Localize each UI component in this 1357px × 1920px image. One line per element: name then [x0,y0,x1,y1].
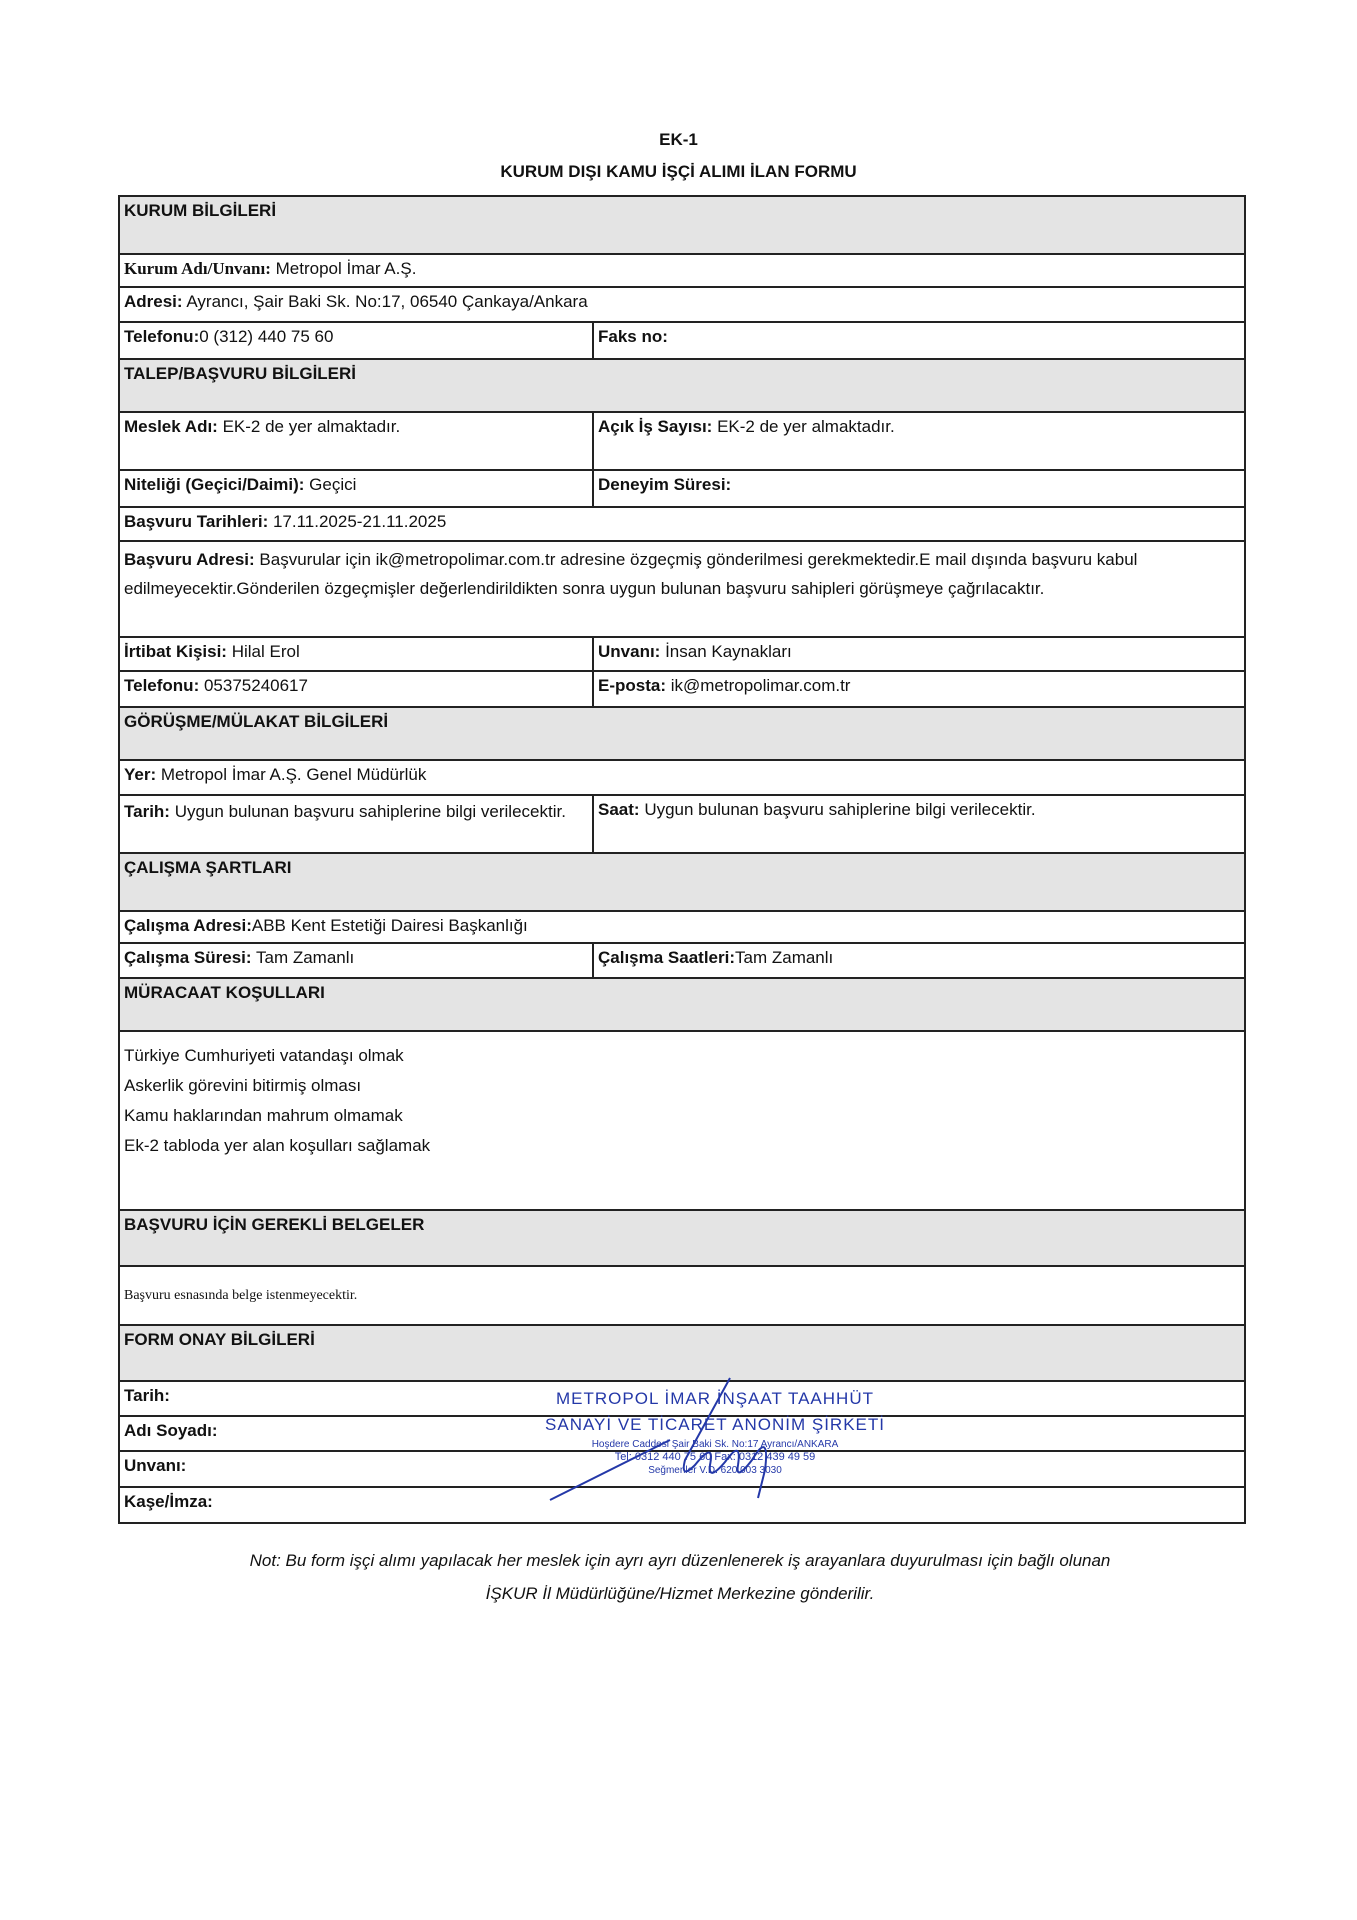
annex-label: EK-1 [659,130,698,149]
field-label: Deneyim Süresi: [598,475,732,494]
field-value: Metropol İmar A.Ş. Genel Müdürlük [160,765,427,784]
stamp-line: METROPOL İMAR İNŞAAT TAAHHÜT [556,1389,874,1408]
field-label: Çalışma Saatleri: [598,948,736,967]
stamp-line: SANAYİ VE TİCARET ANONİM ŞİRKETİ [545,1415,885,1434]
field-value: EK-2 de yer almaktadır. [717,417,895,436]
section-heading: GÖRÜŞME/MÜLAKAT BİLGİLERİ [124,712,389,731]
section-heading: MÜRACAAT KOŞULLARI [124,983,325,1002]
field-value: 17.11.2025-21.11.2025 [272,512,447,531]
field-value: Başvuru esnasında belge istenmeyecektir. [124,1288,358,1303]
field-value: Geçici [309,475,357,494]
stamp-line: Seğmenler V.D. 620 003 3030 [648,1465,782,1476]
note-line: İŞKUR İl Müdürlüğüne/Hizmet Merkezine gönderilir. [485,1584,875,1603]
section-kurum [120,197,1244,255]
field-label: Kaşe/İmza: [124,1492,213,1511]
field-value: 05375240617 [203,676,308,695]
field-label: Tarih: [124,802,170,821]
application-form-table [118,195,1246,1524]
field-value: Uygun bulunan başvuru sahiplerine bilgi verilecektir. [174,802,566,821]
section-heading: FORM ONAY BİLGİLERİ [124,1330,315,1349]
row-yer [120,761,1244,796]
field-value: ABB Kent Estetiği Dairesi Başkanlığı [251,916,528,935]
field-value: Tam Zamanlı [255,948,355,967]
section-heading: KURUM BİLGİLERİ [124,201,277,220]
field-label: Adı Soyadı: [124,1421,218,1440]
field-label: Tarih: [124,1386,170,1405]
field-label: Telefonu: [124,327,200,346]
field-value: EK-2 de yer almaktadır. [222,417,401,436]
row-gorusme-zaman [120,796,1244,854]
field-label: Başvuru Adresi: [124,550,255,569]
section-muracaat [120,979,1244,1032]
stamp-line: Hoşdere Caddesi Şair Baki Sk. No:17 Ayrancı/ANKARA [591,1439,839,1450]
field-label: Faks no: [598,327,668,346]
field-value: İnsan Kaynakları [665,642,792,661]
field-label: Unvanı: [124,1456,187,1475]
field-label: E-posta: [598,676,666,695]
field-value: Hilal Erol [231,642,300,661]
section-belgeler [120,1211,1244,1267]
field-label: Açık İş Sayısı: [598,417,713,436]
section-heading: TALEP/BAŞVURU BİLGİLERİ [124,364,357,383]
field-label: Unvanı: [598,642,661,661]
field-label: Telefonu: [124,676,200,695]
stamp-line: Tel: 0312 440 75 60 Fax: 0312 439 49 59 [614,1451,816,1463]
condition-item: Askerlik görevini bitirmiş olması [124,1076,362,1095]
row-calisma-adres [120,912,1244,944]
row-belgeler [120,1267,1244,1326]
row-meslek [120,413,1244,471]
field-value: Uygun bulunan başvuru sahiplerine bilgi verilecektir. [644,800,1036,819]
field-value: Başvurular için ik@metropolimar.com.tr adresine özgeçmiş gönderilmesi gerekmektedir.E mail dışında başvuru kabul edilmeyecektir.Gönderilen özgeçmişler değerlendirildikten sonra uygun bulunan başvuru sahipleri görüşmeye çağrılacaktır. [124,550,1138,598]
field-value: Metropol İmar A.Ş. [275,259,417,278]
field-label: Meslek Adı: [124,417,218,436]
field-label: Başvuru Tarihleri: [124,512,269,531]
note-line: Not: Bu form işçi alımı yapılacak her meslek için ayrı ayrı düzenlenerek iş arayanlara duyurulması için bağlı olunan [249,1551,1111,1570]
row-irtibat [120,638,1244,672]
section-calisma [120,854,1244,912]
signature [520,1370,840,1530]
field-label: İrtibat Kişisi: [124,642,227,661]
row-basvuru-tarih [120,508,1244,542]
section-gorusme [120,708,1244,761]
condition-item: Türkiye Cumhuriyeti vatandaşı olmak [124,1046,404,1065]
field-label: Niteliği (Geçici/Daimi): [124,475,305,494]
field-value: Tam Zamanlı [735,948,834,967]
section-heading: ÇALIŞMA ŞARTLARI [124,858,292,877]
field-value: 0 (312) 440 75 60 [199,327,334,346]
row-basvuru-adres [120,542,1244,638]
condition-item: Kamu haklarından mahrum olmamak [124,1106,403,1125]
row-kurum-address [120,288,1244,323]
row-calisma-sure [120,944,1244,979]
conditions-list [124,1041,1240,1161]
field-value: ik@metropolimar.com.tr [670,676,851,695]
field-label: Yer: [124,765,157,784]
field-label: Saat: [598,800,640,819]
field-value: Ayrancı, Şair Baki Sk. No:17, 06540 Çankaya/Ankara [186,292,588,311]
form-title: KURUM DIŞI KAMU İŞÇİ ALIMI İLAN FORMU [500,162,857,181]
row-muracaat-kosullari [120,1032,1244,1211]
section-talep [120,360,1244,413]
condition-item: Ek-2 tabloda yer alan koşulları sağlamak [124,1136,431,1155]
field-label: Çalışma Adresi: [124,916,252,935]
row-kurum-phone [120,323,1244,360]
field-label: Adresi: [124,292,183,311]
row-irtibat-contact [120,672,1244,708]
field-label: Çalışma Süresi: [124,948,252,967]
field-label: Kurum Adı/Unvanı: [124,259,271,278]
row-kurum-name [120,255,1244,288]
row-nitelik [120,471,1244,508]
footer-note [120,1544,1240,1610]
section-heading: BAŞVURU İÇİN GEREKLİ BELGELER [124,1215,425,1234]
